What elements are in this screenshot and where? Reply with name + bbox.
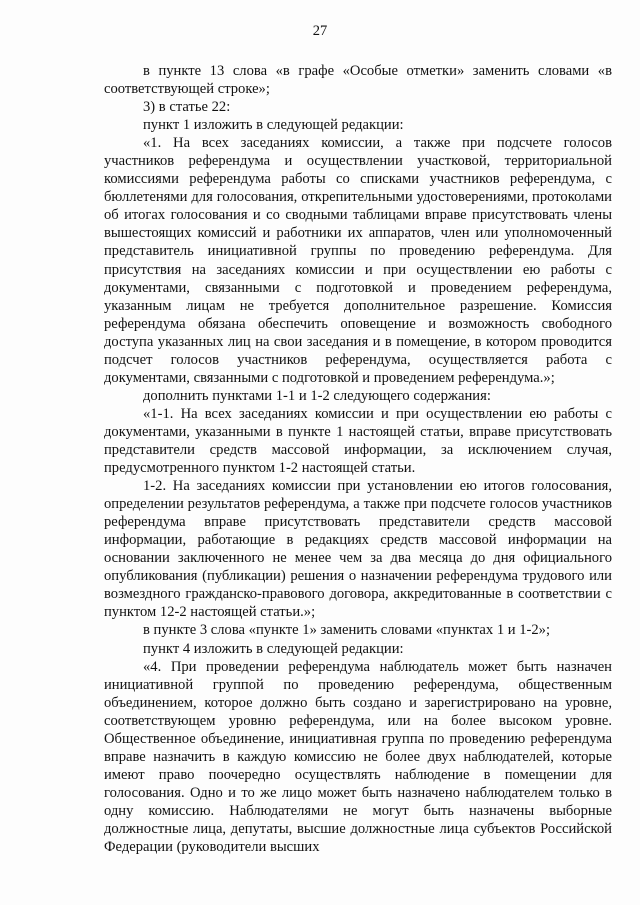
paragraph: пункт 1 изложить в следующей редакции:	[143, 117, 404, 134]
page-number: 27	[312, 23, 328, 39]
document-body	[104, 62, 612, 856]
paragraph: в пункте 3 слова «пункте 1» заменить словами «пунктах 1 и 1-2»;	[143, 622, 551, 639]
paragraph: «1. На всех заседаниях комиссии, а также при подсчете голосов участников референдума и осуществлении участковой, территориальной комиссиями референдума работы со списками участников референдума, с бюллетенями для голосования, открепительными удостоверениями, протоколами об итогах голосования и со сводными таблицами вправе присутствовать члены вышестоящих комиссий и работники их аппаратов, член или уполномоченный представитель инициативной группы по проведению референдума. Для присутствия на заседаниях комиссии и при осуществлении ею работы с документами, связанными с подготовкой и проведением референдума, указанным лицам не требуется дополнительное разрешение. Комиссия референдума обязана обеспечить оповещение и возможность свободного доступа указанных лиц на свои заседания и в помещение, в котором проводится подсчет голосов участников референдума, осуществляется работа с документами, связанными с подготовкой и проведением референдума.»;	[104, 135, 612, 386]
paragraph: 3) в статье 22:	[143, 99, 231, 116]
paragraph: «4. При проведении референдума наблюдатель может быть назначен инициативной группой по проведению референдума, общественным объединением, которое должно быть создано и зарегистрировано на уровне, соответствующем уровню референдума, или на более высоком уровне. Общественное объединение, инициативная группа по проведению референдума вправе назначить в каждую комиссию не более двух наблюдателей, которые имеют право поочередно осуществлять наблюдение в помещении для голосования. Одно и то же лицо может быть назначено наблюдателем только в одну комиссию. Наблюдателями не могут быть назначены выборные должностные лица, депутаты, высшие должностные лица субъектов Российской Федерации (руководители высших	[104, 658, 612, 856]
paragraph: 1-2. На заседаниях комиссии при установлении ею итогов голосования, определении результатов референдума, а также при подсчете голосов участников референдума вправе присутствовать представители средств массовой информации, работающие в редакциях средств массовой информации на основании заключенного не менее чем за два месяца до дня официального опубликования (публикации) решения о назначении референдума трудового или возмездного гражданско-правового договора, аккредитованные в соответствии с пунктом 12-2 настоящей статьи.»;	[104, 478, 612, 621]
paragraph: дополнить пунктами 1-1 и 1-2 следующего содержания:	[143, 387, 491, 404]
paragraph: в пункте 13 слова «в графе «Особые отметки» заменить словами «в соответствующей строке»;	[104, 63, 612, 98]
paragraph: пункт 4 изложить в следующей редакции:	[143, 640, 404, 657]
paragraph: «1-1. На всех заседаниях комиссии и при осуществлении ею работы с документами, указанными в пункте 1 настоящей статьи, вправе присутствовать представители средств массовой информации, за исключением случая, предусмотренного пунктом 1-2 настоящей статьи.	[104, 405, 612, 477]
